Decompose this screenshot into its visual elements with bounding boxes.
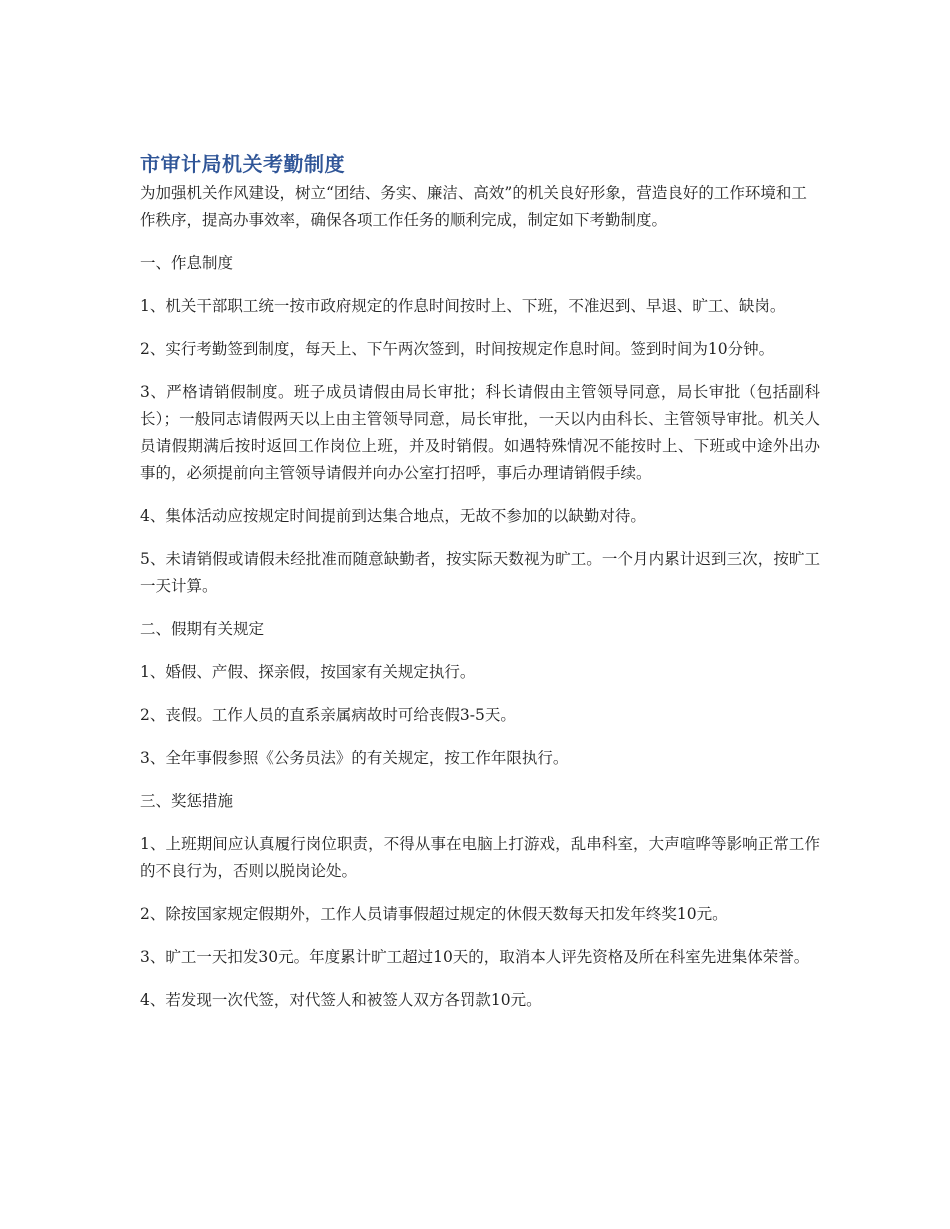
list-item: 3、旷工一天扣发30元。年度累计旷工超过10天的，取消本人评先资格及所在科室先进集体荣誉。: [140, 948, 810, 966]
intro-paragraph: 为加强机关作风建设，树立“团结、务实、廉洁、高效”的机关良好形象，营造良好的工作环境和工作秩序，提高办事效率，确保各项工作任务的顺利完成，制定如下考勤制度。: [140, 184, 807, 229]
list-item: 2、除按国家规定假期外，工作人员请事假超过规定的休假天数每天扣发年终奖10元。: [140, 905, 728, 923]
list-item: 2、实行考勤签到制度，每天上、下午两次签到，时间按规定作息时间。签到时间为10分钟。: [140, 340, 775, 358]
list-item: 4、集体活动应按规定时间提前到达集合地点，无故不参加的以缺勤对待。: [140, 507, 646, 525]
section-heading: 一、作息制度: [140, 254, 234, 272]
list-item: 3、严格请销假制度。班子成员请假由局长审批；科长请假由主管领导同意，局长审批（包括副科长）；一般同志请假两天以上由主管领导同意，局长审批，一天以内由科长、主管领导审批。机关人员请假期满后按时返回工作岗位上班，并及时销假。如遇特殊情况不能按时上、下班或中途外出办事的，必须提前向主管领导请假并向办公室打招呼，事后办理请销假手续。: [140, 383, 820, 482]
list-item: 4、若发现一次代签，对代签人和被签人双方各罚款10元。: [140, 991, 542, 1009]
section-work-schedule: [140, 250, 820, 600]
document-title: 市审计局机关考勤制度: [140, 152, 345, 176]
list-item: 1、婚假、产假、探亲假，按国家有关规定执行。: [140, 663, 476, 681]
section-heading: 三、奖惩措施: [140, 792, 234, 810]
list-item: 2、丧假。工作人员的直系亲属病故时可给丧假3-5天。: [140, 706, 516, 724]
section-leave-rules: [140, 616, 820, 772]
section-heading: 二、假期有关规定: [140, 620, 265, 638]
section-rewards-penalties: [140, 788, 820, 1014]
list-item: 1、机关干部职工统一按市政府规定的作息时间按时上、下班，不准迟到、早退、旷工、缺岗。: [140, 297, 786, 315]
list-item: 5、未请销假或请假未经批准而随意缺勤者，按实际天数视为旷工。一个月内累计迟到三次，按旷工一天计算。: [140, 550, 820, 595]
document-body: [140, 150, 820, 1030]
list-item: 1、上班期间应认真履行岗位职责，不得从事在电脑上打游戏，乱串科室，大声喧哗等影响正常工作的不良行为，否则以脱岗论处。: [140, 835, 820, 880]
list-item: 3、全年事假参照《公务员法》的有关规定，按工作年限执行。: [140, 749, 569, 767]
